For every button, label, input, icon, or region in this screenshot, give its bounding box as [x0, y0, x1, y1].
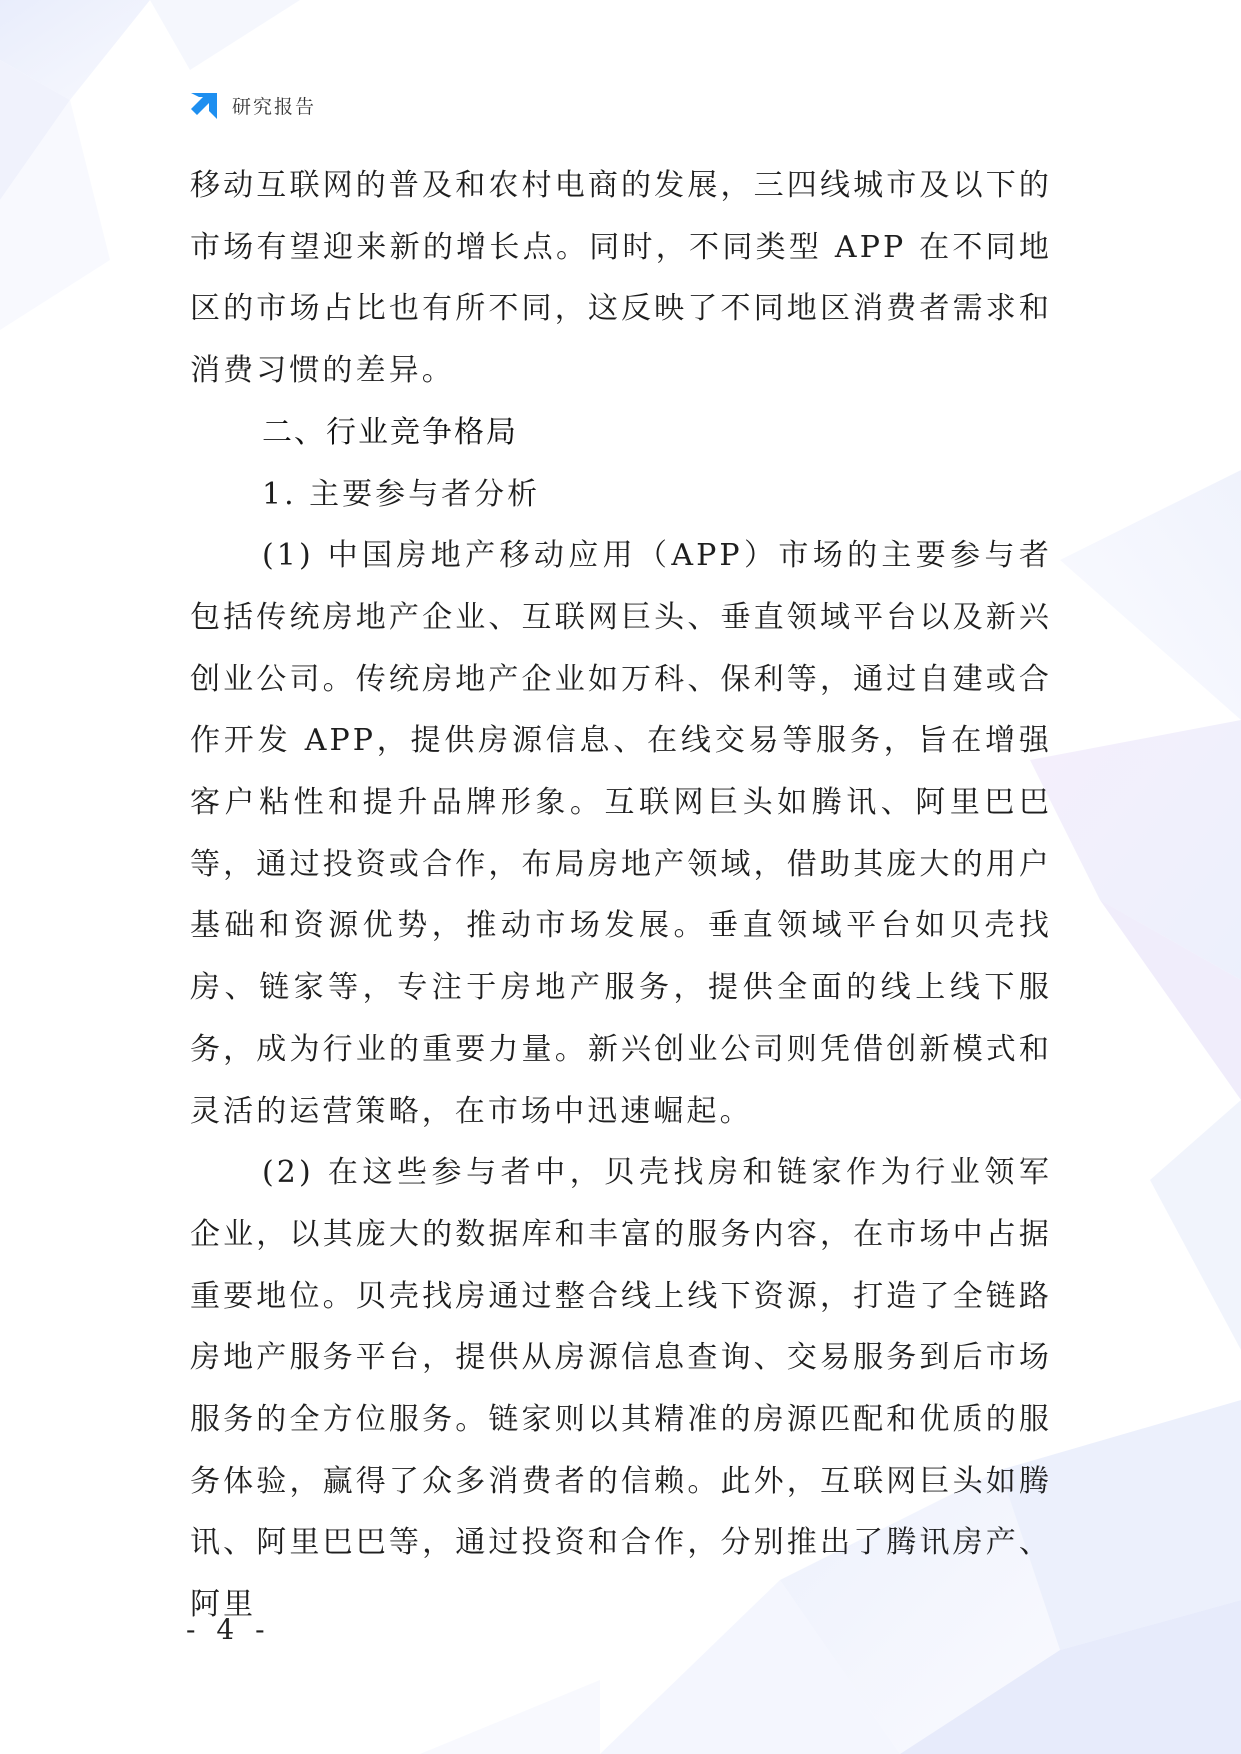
paragraph-continuation: 移动互联网的普及和农村电商的发展，三四线城市及以下的市场有望迎来新的增长点。同时，不同类型 APP 在不同地区的市场占比也有所不同，这反映了不同地区消费者需求和消费习惯的差异。	[190, 168, 1052, 389]
report-header	[186, 88, 316, 122]
paragraph-leaders: (2) 在这些参与者中，贝壳找房和链家作为行业领军企业，以其庞大的数据库和丰富的服务内容，在市场中占据重要地位。贝壳找房通过整合线上线下资源，打造了全链路房地产服务平台，提供从房源信息查询、交易服务到后市场服务的全方位服务。链家则以其精准的房源匹配和优质的服务体验，赢得了众多消费者的信赖。此外，互联网巨头如腾讯、阿里巴巴等，通过投资和合作，分别推出了腾讯房产、阿里	[190, 1155, 1052, 1623]
section-heading: 二、行业竞争格局	[262, 414, 518, 450]
paragraph-participants: (1) 中国房地产移动应用（APP）市场的主要参与者包括传统房地产企业、互联网巨头、垂直领域平台以及新兴创业公司。传统房地产企业如万科、保利等，通过自建或合作开发 APP，提供房源信息、在线交易等服务，旨在增强客户粘性和提升品牌形象。互联网巨头如腾讯、阿里巴巴等，通过投资或合作，布局房地产领域，借助其庞大的用户基础和资源优势，推动市场发展。垂直领域平台如贝壳找房、链家等，专注于房地产服务，提供全面的线上线下服务，成为行业的重要力量。新兴创业公司则凭借创新模式和灵活的运营策略，在市场中迅速崛起。	[190, 538, 1052, 1129]
arrow-up-right-icon	[186, 88, 220, 122]
document-body	[190, 155, 1052, 1636]
subsection-heading: 1. 主要参与者分析	[262, 476, 541, 512]
header-label: 研究报告	[232, 95, 317, 118]
page-number: - 4 -	[186, 1613, 271, 1646]
